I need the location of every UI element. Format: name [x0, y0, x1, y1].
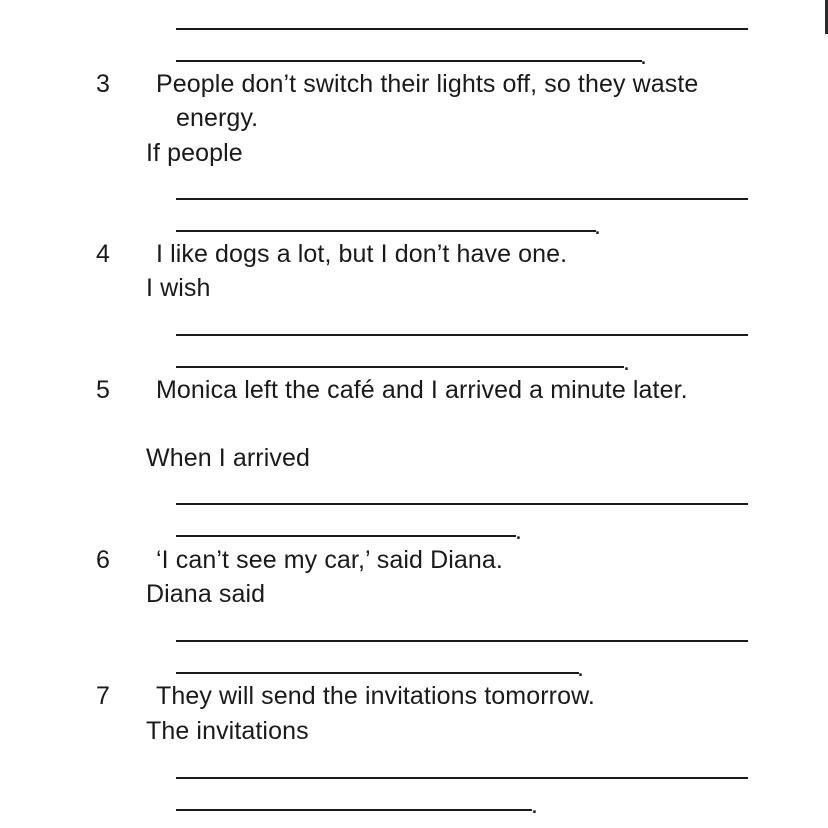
answer-line — [176, 334, 748, 336]
item-sentence: People don’t switch their lights off, so they waste — [156, 70, 699, 98]
item-prompt: When I arrived — [146, 444, 310, 472]
answer-period: . — [623, 348, 630, 376]
item-prompt: If people — [146, 139, 243, 167]
answer-line — [176, 230, 596, 232]
answer-line — [176, 366, 624, 368]
item-number: 4 — [96, 240, 111, 268]
item-number: 5 — [96, 376, 111, 404]
answer-line — [176, 28, 748, 30]
answer-period: . — [577, 654, 584, 682]
item-prompt: Diana said — [146, 580, 266, 608]
answer-line — [176, 503, 748, 505]
item-sentence: I like dogs a lot, but I don’t have one. — [156, 240, 568, 268]
item-sentence: They will send the invitations tomorrow. — [156, 682, 595, 710]
answer-line — [176, 60, 642, 62]
item-number: 3 — [96, 70, 111, 98]
answer-line — [176, 777, 748, 779]
item-sentence-continued: energy. — [176, 104, 259, 132]
answer-line — [176, 640, 748, 642]
answer-period: . — [594, 212, 601, 240]
item-sentence: Monica left the café and I arrived a minute later. — [156, 376, 688, 404]
answer-line — [176, 672, 579, 674]
answer-period: . — [531, 791, 538, 819]
item-prompt: I wish — [146, 274, 211, 302]
item-number: 7 — [96, 682, 111, 710]
item-number: 6 — [96, 546, 111, 574]
answer-line — [176, 198, 748, 200]
answer-period: . — [640, 42, 647, 70]
answer-line — [176, 535, 516, 537]
item-prompt: The invitations — [146, 717, 309, 745]
answer-period: . — [515, 517, 522, 545]
item-sentence: ‘I can’t see my car,’ said Diana. — [156, 546, 503, 574]
answer-line — [176, 809, 532, 811]
